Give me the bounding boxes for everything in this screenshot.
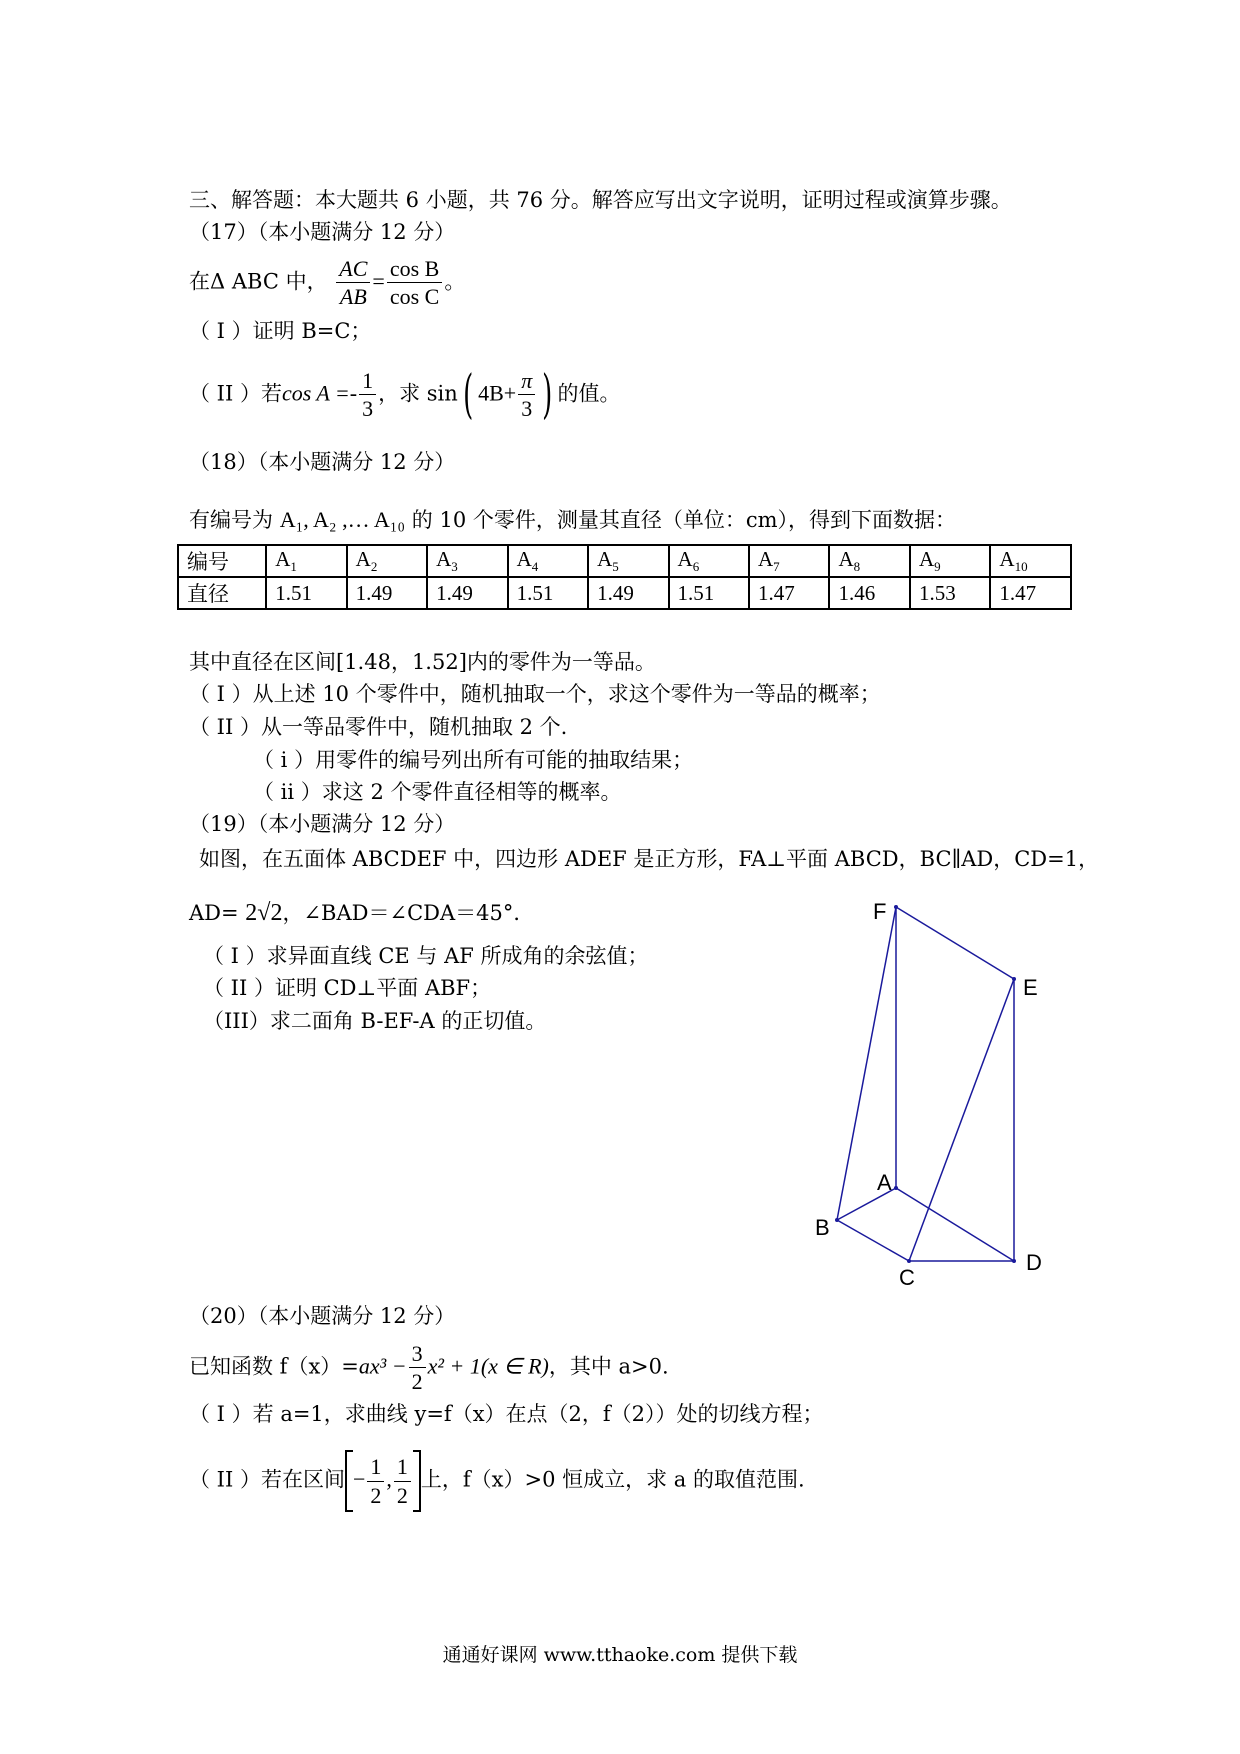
q17-part1: （ I ）证明 B=C； — [189, 319, 372, 343]
text: 的 10 个零件，测量其直径（单位：cm），得到下面数据： — [411, 508, 957, 532]
expr: ax³ − — [358, 1353, 407, 1379]
part-ids: A₁, A₂ ,… A₁₀ — [279, 507, 406, 532]
q18-part2-i: （ i ）用零件的编号列出所有可能的抽取结果； — [253, 748, 694, 772]
part-id-cell: $A_6$ — [669, 545, 749, 577]
part-id-cell: $A_5$ — [588, 545, 668, 577]
expr: 4B+ — [478, 380, 517, 406]
diameter-cell: 1.51 — [508, 577, 588, 609]
sqrt-expr: 2√2 — [245, 900, 283, 926]
q19-part3: （III）求二面角 B-EF-A 的正切值。 — [203, 1009, 547, 1033]
text: ，求 sin — [378, 381, 458, 406]
text: ，其中 a>0. — [548, 1354, 669, 1379]
diameter-cell: 1.51 — [266, 577, 346, 609]
q20-part1: （ I ）若 a=1，求曲线 y=f（x）在点（2，f（2））处的切线方程； — [189, 1402, 824, 1426]
section-header: 三、解答题：本大题共 6 小题，共 76 分。解答应写出文字说明，证明过程或演算步骤。 — [189, 188, 1012, 212]
expr: x² + 1(x ∈ R) — [427, 1353, 549, 1379]
denominator: 2 — [411, 1369, 423, 1395]
q18-title: （18）（本小题满分 12 分） — [189, 450, 456, 474]
q19-part1: （ I ）求异面直线 CE 与 AF 所成角的余弦值； — [203, 944, 649, 968]
edge-ec — [909, 979, 1014, 1261]
q20-part2 — [189, 1450, 805, 1512]
text: 有编号为 — [189, 508, 273, 532]
q18-part1: （ I ）从上述 10 个零件中，随机抽取一个，求这个零件为一等品的概率； — [189, 682, 881, 706]
label-f: F — [873, 899, 887, 924]
q18-part2-ii: （ ii ）求这 2 个零件直径相等的概率。 — [253, 780, 622, 804]
label-a: A — [877, 1170, 892, 1195]
part-id-cell: $A_4$ — [508, 545, 588, 577]
numerator: π — [518, 367, 535, 395]
diameter-cell: 1.53 — [910, 577, 990, 609]
q19-line1: 如图，在五面体 ABCDEF 中，四边形 ADEF 是正方形，FA⊥平面 ABCD，BC∥AD，CD=1， — [199, 847, 1100, 871]
q17-given: 在Δ ABC 中， $\frac{AC}{AB}$ = $\frac{\text{cos B}}{\text{cos C}}$ 。 — [189, 256, 466, 310]
row-header: 编号 — [178, 545, 266, 577]
numerator: cos B — [387, 255, 443, 283]
q18-part2: （ II ）从一等品零件中，随机抽取 2 个. — [189, 715, 568, 739]
minus: − — [352, 1466, 366, 1492]
part-id-cell: $A_9$ — [910, 545, 990, 577]
cos-a: cos A =- — [281, 380, 358, 406]
diameter-cell: 1.46 — [829, 577, 909, 609]
part-id-cell: $A_8$ — [829, 545, 909, 577]
text: 上，f（x）>0 恒成立，求 a 的取值范围. — [420, 1467, 805, 1492]
diameter-cell: 1.51 — [669, 577, 749, 609]
period: 。 — [444, 269, 466, 294]
fraction-3-2 — [409, 1340, 426, 1396]
footer: 通通好课网 www.tthaoke.com 提供下载 — [442, 1644, 798, 1666]
label-e: E — [1023, 975, 1038, 1000]
q18-note: 其中直径在区间[1.48，1.52]内的零件为一等品。 — [189, 650, 656, 674]
denominator: AB — [339, 284, 367, 310]
numerator: 3 — [409, 1340, 426, 1368]
diameter-cell: 1.49 — [347, 577, 427, 609]
part-id-cell: $A_2$ — [347, 545, 427, 577]
q17-intro: 在Δ ABC 中， — [189, 269, 328, 294]
part-id-cell: $A_{10}$ — [990, 545, 1071, 577]
comma: , — [386, 1466, 392, 1492]
text: AD= — [189, 901, 246, 925]
q20-title: （20）（本小题满分 12 分） — [189, 1304, 456, 1328]
denominator: 3 — [362, 396, 374, 422]
diameter-cell: 1.49 — [588, 577, 668, 609]
q17-part2: （ II ）若cos A =- $\frac{1}{3}$ ，求 sin( 4B+ $\frac{\pi}{3}$ ) 的值。 — [189, 364, 621, 425]
label-b: B — [815, 1215, 830, 1240]
text: ，∠BAD＝∠CDA＝45°． — [282, 901, 535, 925]
text: 的值。 — [557, 381, 621, 406]
denominator: 2 — [396, 1482, 408, 1508]
numerator: 1 — [394, 1453, 411, 1481]
denominator: 3 — [521, 396, 533, 422]
numerator: AC — [336, 255, 370, 283]
denominator: 2 — [370, 1482, 382, 1508]
part-id-cell: $A_7$ — [749, 545, 829, 577]
numerator: 1 — [367, 1453, 384, 1481]
text: 已知函数 f（x）= — [189, 1354, 359, 1379]
text: （ II ）若在区间 — [189, 1467, 345, 1492]
label-c: C — [899, 1265, 915, 1290]
diameter-cell: 1.49 — [427, 577, 507, 609]
denominator: cos C — [389, 284, 440, 310]
q19-title: （19）（本小题满分 12 分） — [189, 812, 456, 836]
q19-part2: （ II ）证明 CD⊥平面 ABF； — [203, 976, 492, 1000]
text: （ II ）若 — [189, 381, 282, 406]
numerator: 1 — [359, 367, 376, 395]
edge-bc — [837, 1220, 909, 1261]
edge-fe — [896, 907, 1014, 979]
row-header: 直径 — [178, 577, 266, 609]
diameter-cell: 1.47 — [990, 577, 1071, 609]
fraction-half — [367, 1453, 384, 1509]
part-id-cell: $A_1$ — [266, 545, 346, 577]
q20-intro — [189, 1340, 669, 1396]
label-d: D — [1026, 1250, 1042, 1275]
part-id-cell: $A_3$ — [427, 545, 507, 577]
diameter-cell: 1.47 — [749, 577, 829, 609]
fraction-half — [394, 1453, 411, 1509]
q17-title: （17）（本小题满分 12 分） — [189, 220, 456, 244]
